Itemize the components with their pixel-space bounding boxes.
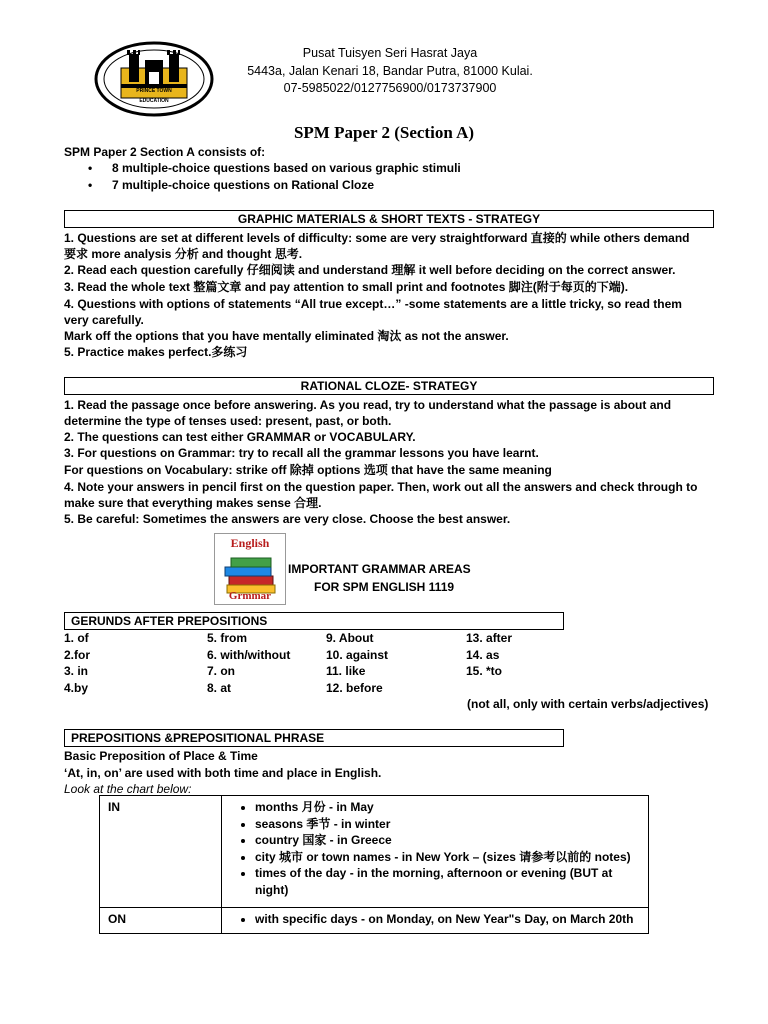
- chart-item: • country 国家 - in Greece: [255, 832, 641, 849]
- gerund-item: 1. of: [64, 631, 89, 645]
- image-title-english: English: [230, 536, 270, 550]
- gerunds-heading: GERUNDS AFTER PREPOSITIONS: [64, 612, 564, 630]
- gerund-item: 6. with/without: [207, 648, 291, 662]
- intro-bullet: 8 multiple-choice questions based on various graphic stimuli: [112, 161, 461, 175]
- graphic-line: very carefully.: [64, 313, 144, 327]
- chart-items: [222, 796, 649, 908]
- cloze-line: For questions on Vocabulary: strike off 除掉 options 选项 that have the same meaning: [64, 463, 552, 477]
- cloze-line: make sure that everything makes sense 合理.: [64, 496, 322, 510]
- gerund-item: 4.by: [64, 681, 89, 695]
- chart-items: [222, 908, 649, 934]
- prepositions-heading: PREPOSITIONS &PREPOSITIONAL PHRASE: [64, 729, 564, 747]
- cloze-line: determine the type of tenses used: present, past, or both.: [64, 414, 392, 428]
- prepositions-sub2: ‘At, in, on’ are used with both time and place in English.: [64, 766, 382, 780]
- bullet-dot: •: [88, 178, 93, 192]
- chart-label: ON: [100, 908, 222, 934]
- cloze-line: 1. Read the passage once before answering. As you read, try to understand what the passage is about and: [64, 398, 672, 412]
- gerund-item: 2.for: [64, 648, 91, 662]
- page-title: SPM Paper 2 (Section A): [293, 123, 475, 142]
- gerund-item: 10. against: [326, 648, 389, 662]
- graphic-line: 1. Questions are set at different levels of difficulty: some are very straightforward 直接的 while others demand: [64, 231, 690, 245]
- school-name: Pusat Tuisyen Seri Hasrat Jaya: [302, 46, 478, 60]
- intro-bullet: 7 multiple-choice questions on Rational Cloze: [112, 178, 375, 192]
- chart-item: • city 城市 or town names - in New York – (sizes 请参考以前的 notes): [255, 849, 641, 866]
- prepositions-sub3: Look at the chart below:: [64, 782, 192, 796]
- cloze-line: 4. Note your answers in pencil first on the question paper. Then, work out all the answers and check through to: [64, 480, 698, 494]
- graphic-line: 3. Read the whole text 整篇文章 and pay attention to small print and footnotes 脚注(附于每页的下端).: [64, 280, 629, 294]
- graphic-line: 4. Questions with options of statements “All true except…” -some statements are a little tricky, so read them: [64, 297, 682, 311]
- gerund-item: 12. before: [326, 681, 383, 695]
- cloze-line: 5. Be careful: Sometimes the answers are very close. Choose the best answer.: [64, 512, 511, 526]
- preposition-chart: [99, 795, 649, 934]
- gerund-item: 11. like: [326, 664, 366, 678]
- gerunds-note: (not all, only with certain verbs/adjectives): [467, 697, 709, 711]
- gerund-item: 5. from: [207, 631, 248, 645]
- cloze-strategy-heading: RATIONAL CLOZE- STRATEGY: [64, 377, 714, 395]
- graphic-strategy-heading: GRAPHIC MATERIALS & SHORT TEXTS - STRATEGY: [64, 210, 714, 228]
- cloze-line: 2. The questions can test either GRAMMAR or VOCABULARY.: [64, 430, 416, 444]
- chart-item: • seasons 季节 - in winter: [255, 816, 641, 833]
- chart-label: IN: [100, 796, 222, 908]
- gerund-item: 9. About: [326, 631, 374, 645]
- chart-row-in: [100, 796, 649, 908]
- school-phone: 07-5985022/0127756900/0173737900: [283, 81, 497, 95]
- english-grammar-image: [214, 533, 286, 605]
- cloze-line: 3. For questions on Grammar: try to recall all the grammar lessons you have learnt.: [64, 446, 539, 460]
- chart-item: • months 月份 - in May: [255, 799, 641, 816]
- graphic-line: 5. Practice makes perfect.多练习: [64, 345, 248, 359]
- gerund-item: 7. on: [207, 664, 236, 678]
- gerund-item: 13. after: [466, 631, 513, 645]
- logo-text-top: PRINCE TOWN: [136, 88, 172, 94]
- prepositions-sub1: Basic Preposition of Place & Time: [64, 749, 258, 763]
- logo-text-bottom: EDUCATION: [139, 98, 169, 104]
- chart-item: • times of the day - in the morning, afternoon or evening (BUT at night): [255, 865, 641, 898]
- gerund-item: 8. at: [207, 681, 232, 695]
- important-heading-2: FOR SPM ENGLISH 1119: [314, 580, 455, 594]
- bullet-dot: •: [88, 161, 93, 175]
- graphic-line: Mark off the options that you have mentally eliminated 淘汰 as not the answer.: [64, 329, 509, 343]
- chart-item: • with specific days - on Monday, on New Year"s Day, on March 20th: [255, 911, 641, 928]
- graphic-line: 2. Read each question carefully 仔细阅读 and understand 理解 it well before deciding on the correct answer.: [64, 263, 676, 277]
- image-title-grammar: Grmmar: [228, 590, 272, 602]
- intro-heading: SPM Paper 2 Section A consists of:: [64, 145, 266, 159]
- important-heading-1: IMPORTANT GRAMMAR AREAS: [288, 562, 471, 576]
- gerund-item: 3. in: [64, 664, 89, 678]
- chart-row-on: [100, 908, 649, 934]
- graphic-line: 要求 more analysis 分析 and thought 思考.: [64, 247, 303, 261]
- gerund-item: 15. *to: [466, 664, 503, 678]
- gerund-item: 14. as: [466, 648, 500, 662]
- school-address: 5443a, Jalan Kenari 18, Bandar Putra, 81000 Kulai.: [247, 64, 533, 78]
